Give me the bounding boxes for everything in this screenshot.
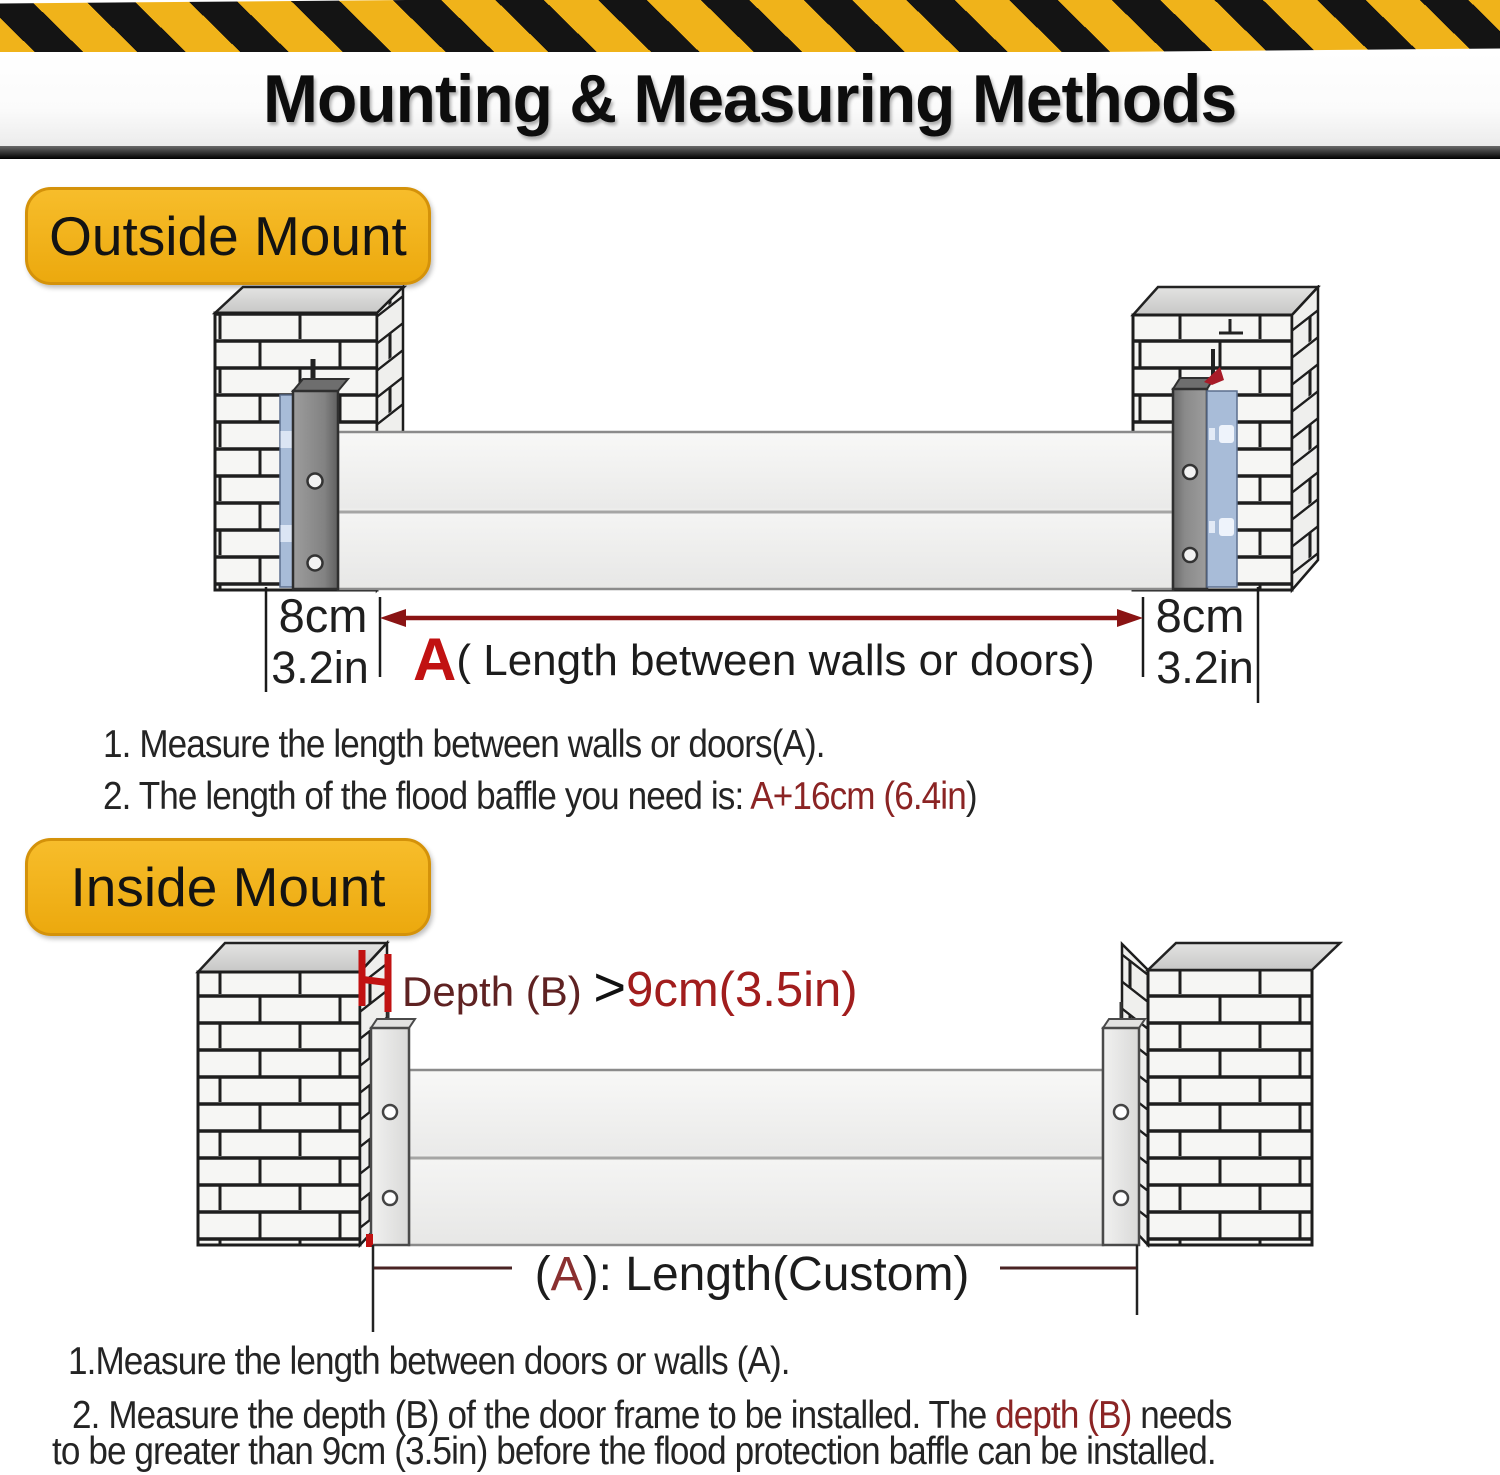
length-dimension <box>373 1245 1137 1332</box>
bracket-top-bevel <box>371 1019 415 1028</box>
inside-step-1: 1.Measure the length between doors or walls (A). <box>68 1340 790 1383</box>
seal-clip <box>281 525 293 542</box>
screw-hole <box>1114 1105 1128 1119</box>
inside-mount-diagram <box>0 940 1500 1340</box>
brick-pillar-right-inside <box>1122 943 1340 1245</box>
seal-clip <box>1209 521 1215 533</box>
dim-right-in-label: 3.2in <box>1156 642 1254 693</box>
outside-step-1: 1. Measure the length between walls or doors(A). <box>103 723 825 766</box>
pillar-side-face <box>1292 287 1318 590</box>
pillar-top-face <box>1148 943 1340 970</box>
bracket-body <box>1103 1028 1139 1245</box>
outside-mount-badge-label: Outside Mount <box>49 205 407 267</box>
page-title: Mounting & Measuring Methods <box>263 61 1237 137</box>
inside-step-2-highlight: depth (B) <box>995 1394 1132 1437</box>
outside-step-2-highlight: A+16cm (6.4in <box>750 775 966 818</box>
bracket-body <box>371 1028 409 1245</box>
dimension-arrow <box>380 609 1143 627</box>
span-length-label: A( Length between walls or doors) <box>413 626 1095 693</box>
seal-clip <box>281 431 293 448</box>
inside-step-2-continued: to be greater than 9cm (3.5in) before the flood protection baffle can be installed. <box>52 1430 1216 1473</box>
screw-hole <box>1183 548 1197 562</box>
screw-hole <box>1114 1191 1128 1205</box>
seal-clip <box>1219 425 1234 443</box>
outside-mount-badge <box>25 187 431 285</box>
screw-hole <box>383 1191 397 1205</box>
title-underline-bar <box>0 146 1500 159</box>
outside-step-2: 2. The length of the flood baffle you need is: A+16cm (6.4in) <box>103 775 977 818</box>
screw-hole <box>308 556 323 571</box>
seal-clip <box>1219 518 1234 536</box>
arrowhead-right-icon <box>1117 609 1143 627</box>
inside-step-2: 2. Measure the depth (B) of the door frame to be installed. The depth (B) needs <box>72 1394 1232 1437</box>
screw-hole <box>1183 465 1197 479</box>
pillar-top-face <box>215 287 404 313</box>
arrowhead-left-icon <box>380 609 406 627</box>
inside-mount-badge <box>25 838 431 936</box>
length-label: (A): Length(Custom) <box>534 1248 970 1301</box>
inside-mount-badge-label: Inside Mount <box>70 856 386 918</box>
flood-barrier-panel <box>338 432 1173 589</box>
bracket-top-bevel <box>1103 1019 1145 1028</box>
seal-clip <box>1209 428 1215 440</box>
seal-strip-left <box>280 395 293 587</box>
seal-strip-right <box>1207 391 1237 587</box>
bracket-top-bevel <box>293 379 348 391</box>
flood-barrier-panel-inside <box>409 1070 1103 1245</box>
title-band <box>0 52 1500 146</box>
pillar-front-face <box>198 972 360 1245</box>
screw-hole <box>308 474 323 489</box>
mount-bracket-right-inside <box>1103 1002 1145 1245</box>
outside-mount-diagram <box>0 285 1500 725</box>
span-a-highlight: A <box>413 626 457 693</box>
depth-label: Depth (B) >9cm(3.5in) <box>402 955 858 1018</box>
dim-left-in-label: 3.2in <box>271 642 369 693</box>
dim-right-cm-label: 8cm <box>1155 589 1245 642</box>
mount-bracket-left-inside <box>366 1012 415 1247</box>
screw-hole <box>383 1105 397 1119</box>
pillar-top-face <box>1133 287 1318 315</box>
dim-left-cm-label: 8cm <box>278 589 368 642</box>
pillar-front-face <box>1148 970 1312 1245</box>
